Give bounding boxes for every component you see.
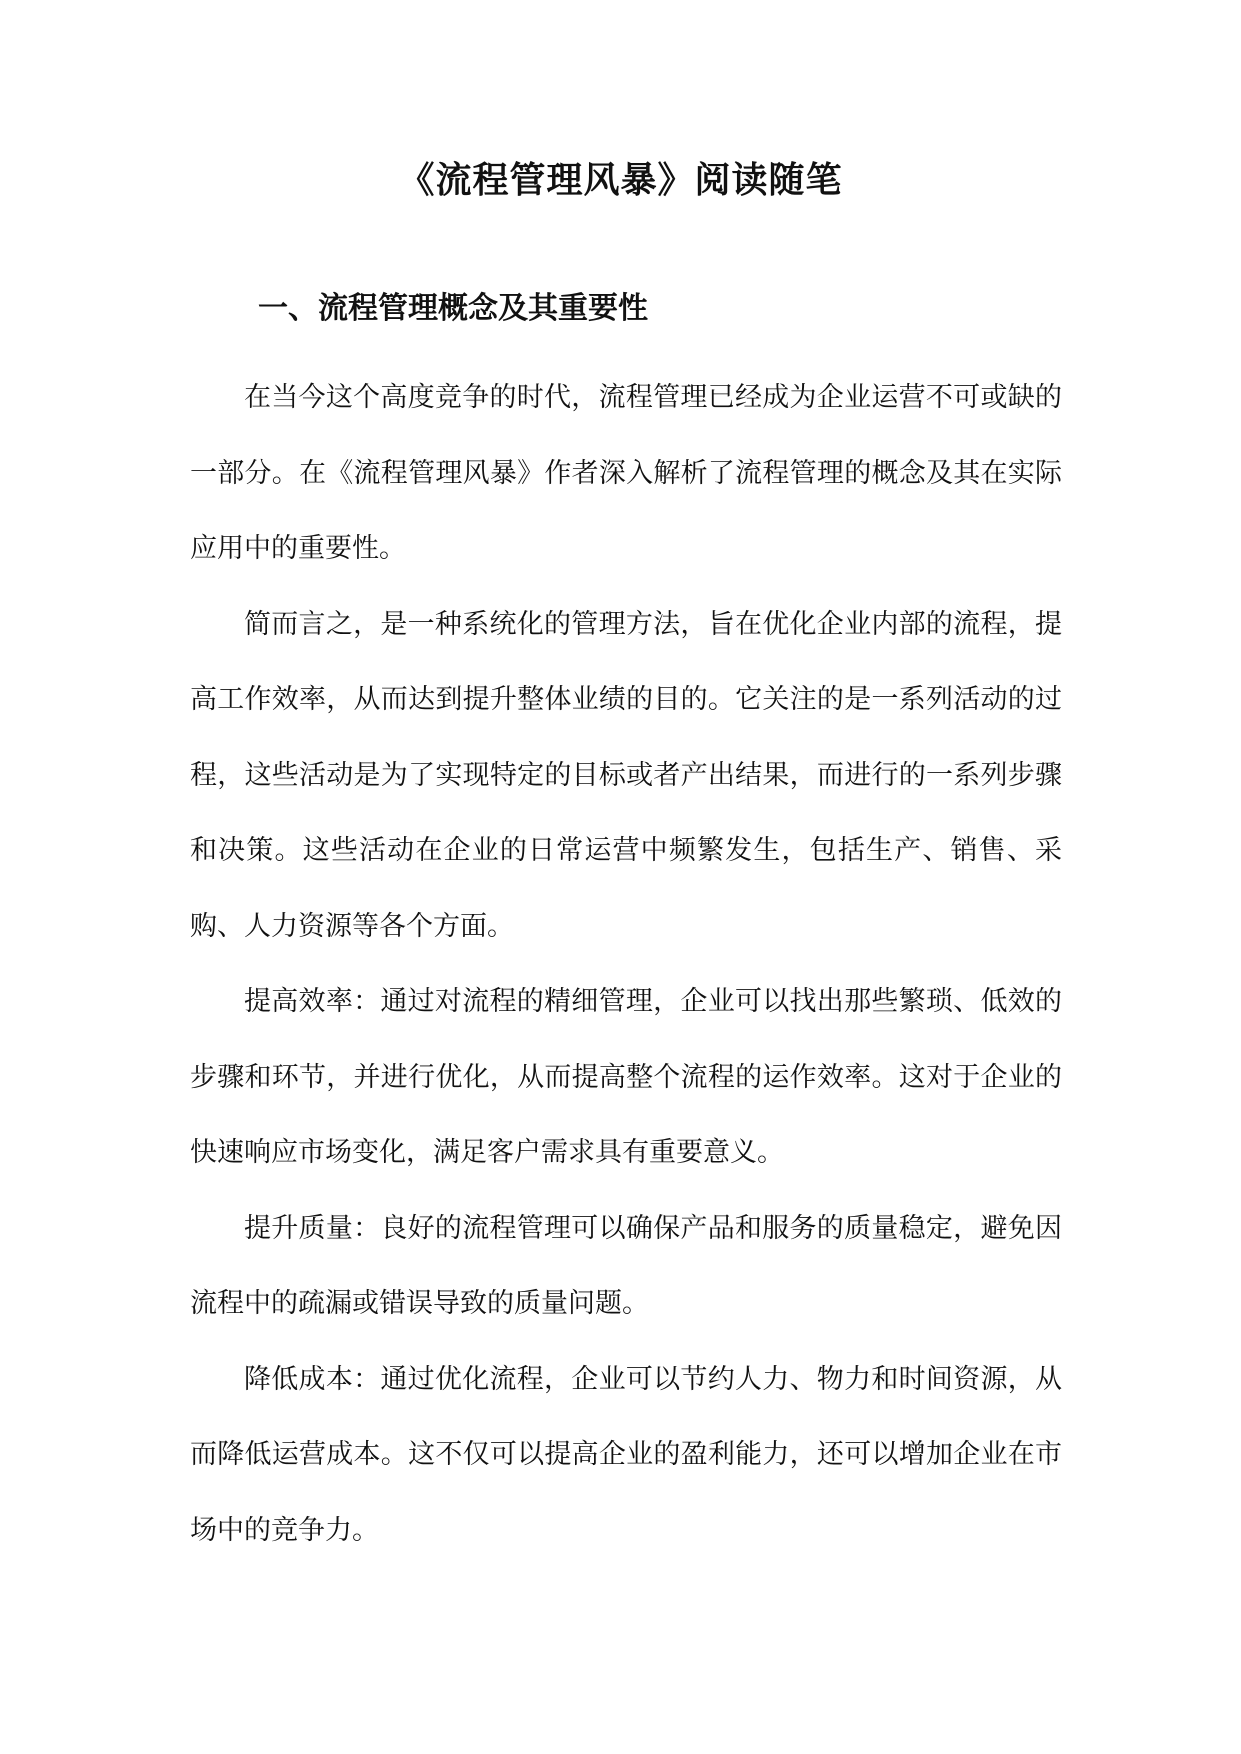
paragraph: 提升质量：良好的流程管理可以确保产品和服务的质量稳定，避免因流程中的疏漏或错误导致的质量问题。 [190,1212,1062,1319]
section-heading: 一、流程管理概念及其重要性 [258,291,648,326]
paragraph: 提高效率：通过对流程的精细管理，企业可以找出那些繁琐、低效的步骤和环节，并进行优化，从而提高整个流程的运作效率。这对于企业的快速响应市场变化，满足客户需求具有重要意义。 [190,986,1062,1168]
paragraph: 降低成本：通过优化流程，企业可以节约人力、物力和时间资源，从而降低运营成本。这不仅可以提高企业的盈利能力，还可以增加企业在市场中的竞争力。 [190,1363,1062,1546]
paragraph: 在当今这个高度竞争的时代，流程管理已经成为企业运营不可或缺的一部分。在《流程管理风暴》作者深入解析了流程管理的概念及其在实际应用中的重要性。 [190,382,1062,564]
body-text [190,360,1062,1568]
paragraph: 简而言之，是一种系统化的管理方法，旨在优化企业内部的流程，提高工作效率，从而达到提升整体业绩的目的。它关注的是一系列活动的过程，这些活动是为了实现特定的目标或者产出结果，而进行的一系列步骤和决策。这些活动在企业的日常运营中频繁发生，包括生产、销售、采购、人力资源等各个方面。 [190,608,1062,942]
document-title: 《流程管理风暴》阅读随笔 [398,159,843,201]
